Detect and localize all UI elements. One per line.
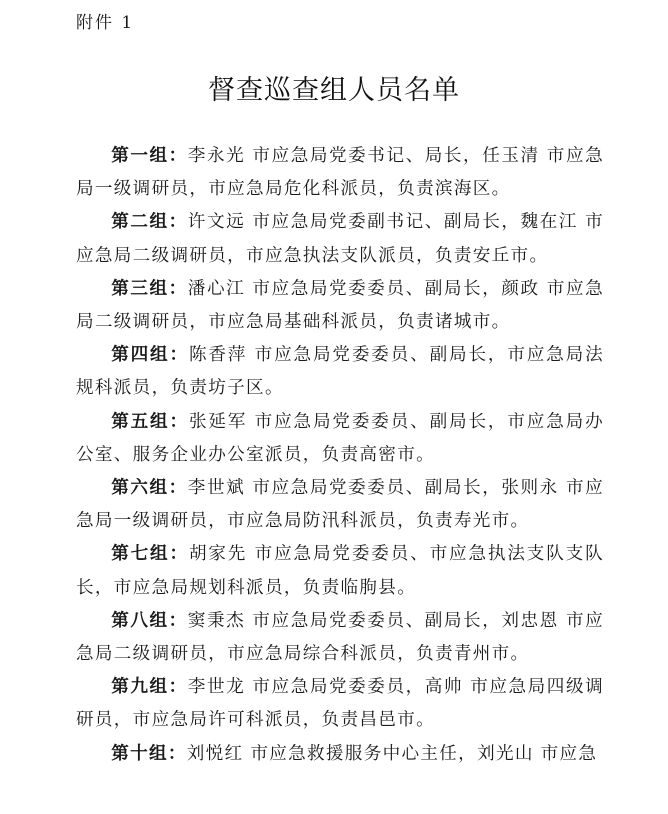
group-item bbox=[76, 339, 604, 405]
group-text: 李世龙 市应急局党委委员，高帅 市应急局四级调研员，市应急局许可科派员，负责昌邑市。 bbox=[76, 677, 604, 731]
group-text: 窦秉杰 市应急局党委委员、副局长，刘忠恩 市应急局二级调研员，市应急局综合科派员，负责青州市。 bbox=[76, 610, 604, 665]
group-text: 潘心江 市应急局党委委员、副局长，颜政 市应急局二级调研员，市应急局基础科派员，负责诸城市。 bbox=[76, 278, 604, 333]
group-item bbox=[76, 671, 604, 737]
group-text: 许文远 市应急局党委副书记、副局长，魏在江 市应急局二级调研员，市应急执法支队派员，负责安丘市。 bbox=[76, 212, 604, 266]
group-label: 第一组： bbox=[111, 146, 188, 166]
group-label: 第十组： bbox=[111, 743, 187, 764]
group-text: 李永光 市应急局党委书记、局长，任玉清 市应急局一级调研员，市应急局危化科派员，负责滨海区。 bbox=[76, 146, 604, 200]
group-item bbox=[76, 206, 604, 272]
group-item bbox=[76, 605, 604, 671]
group-text: 陈香萍 市应急局党委委员、副局长，市应急局法规科派员，负责坊子区。 bbox=[76, 345, 604, 399]
page-title: 督查巡查组人员名单 bbox=[208, 75, 460, 106]
group-label: 第三组： bbox=[111, 278, 188, 299]
group-item bbox=[76, 406, 604, 472]
group-item bbox=[76, 140, 604, 206]
group-item bbox=[76, 538, 604, 604]
group-text: 张延军 市应急局党委委员、副局长，市应急局办公室、服务企业办公室派员，负责高密市。 bbox=[76, 411, 604, 465]
group-item bbox=[76, 738, 604, 771]
group-item bbox=[76, 472, 604, 538]
group-text: 胡家先 市应急局党委委员、市应急执法支队支队长，市应急局规划科派员，负责临朐县。 bbox=[76, 544, 604, 598]
group-text: 李世斌 市应急局党委委员、副局长，张则永 市应急局一级调研员，市应急局防汛科派员，负责寿光市。 bbox=[76, 478, 604, 532]
group-label: 第六组： bbox=[111, 478, 188, 499]
group-label: 第五组： bbox=[111, 411, 189, 432]
attachment-label: 附件 1 bbox=[76, 13, 135, 33]
group-list bbox=[76, 140, 604, 771]
group-label: 第八组： bbox=[111, 610, 188, 631]
group-label: 第四组： bbox=[111, 345, 189, 366]
group-text: 刘悦红 市应急救援服务中心主任，刘光山 市应急 bbox=[186, 743, 598, 764]
group-item bbox=[76, 273, 604, 339]
group-label: 第七组： bbox=[111, 544, 189, 565]
group-label: 第二组： bbox=[111, 212, 188, 233]
group-label: 第九组： bbox=[111, 677, 188, 698]
